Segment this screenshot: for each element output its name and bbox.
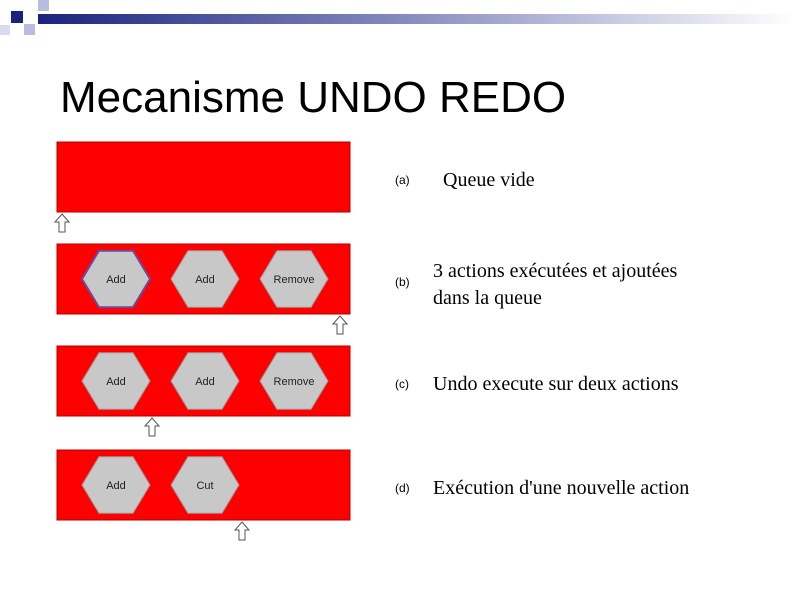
queue-pointer-arrow-icon — [145, 418, 159, 436]
row-description: 3 actions exécutées et ajoutées — [433, 260, 678, 282]
row-label: (a) — [395, 173, 410, 187]
action-label: Remove — [273, 376, 315, 388]
slide-title: Mecanisme UNDO REDO — [60, 73, 567, 122]
queue-pointer-arrow-icon — [235, 522, 249, 540]
row-description: Queue vide — [443, 169, 535, 191]
row-label: (d) — [395, 481, 410, 495]
action-label: Remove — [273, 274, 315, 286]
action-label: Add — [195, 376, 215, 388]
row-description: Exécution d'une nouvelle action — [433, 477, 690, 499]
row-label: (b) — [395, 275, 410, 289]
row-label: (c) — [395, 377, 409, 391]
action-label: Add — [195, 274, 215, 286]
row-description: dans la queue — [433, 287, 542, 309]
action-label: Cut — [196, 480, 214, 492]
action-label: Add — [106, 376, 126, 388]
action-label: Add — [106, 480, 126, 492]
row-description: Undo execute sur deux actions — [433, 373, 679, 395]
queue-box — [57, 142, 350, 212]
queue-pointer-arrow-icon — [55, 214, 69, 232]
queue-pointer-arrow-icon — [333, 316, 347, 334]
action-label: Add — [106, 274, 126, 286]
